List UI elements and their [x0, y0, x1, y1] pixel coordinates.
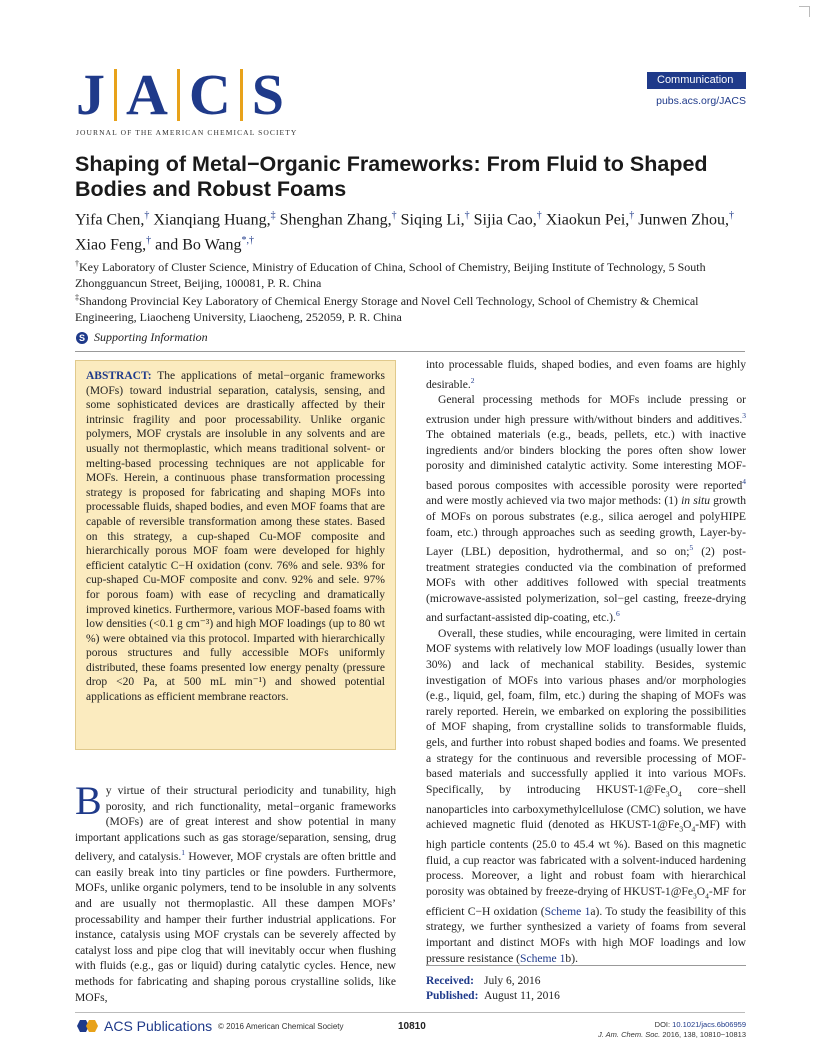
- author-mark: ‡: [270, 210, 276, 221]
- scheme-link[interactable]: Scheme 1: [520, 951, 566, 965]
- body-text: (2) post-treatment strategies conducted via the combination of preformed MOFs with other additives followed with special treatments (microwave-assisted polymerization, sol−gel casting, freeze-drying and surfactant-assisted dip-coating, etc.).: [426, 544, 746, 625]
- body-text: b).: [565, 951, 578, 965]
- author-list: [75, 205, 755, 256]
- citation-journal: J. Am. Chem. Soc.: [598, 1030, 661, 1039]
- publisher-name: ACS Publications: [104, 1018, 213, 1034]
- abstract-label: ABSTRACT:: [86, 370, 152, 382]
- body-text: The obtained materials (e.g., beads, pellets, etc.) with inactive ingredients and/or binders blocking the pores often show lower porosity and diminished catalytic activity. Some interesting MOF-based porous composites with accessible porosity were reported: [426, 428, 746, 492]
- author-mark: †: [728, 210, 734, 221]
- article-title: Shaping of Metal−Organic Frameworks: From Fluid to Shaped Bodies and Robust Foams: [75, 152, 708, 201]
- scheme-link[interactable]: Scheme 1: [544, 904, 591, 918]
- affiliation-mark: ‡: [75, 293, 79, 302]
- author-mark: †: [144, 210, 150, 221]
- body-text: However, MOF crystals are often brittle and can easily break into tiny particles or fine powders. Furthermore, MOFs, unlike organic polymers, tend to be insoluble in any solvents and are usually not thermoplastic. All these dampen MOFs’ processability and hamper their further industrial applications. For instance, catalysis using MOF crystals can be severely affected by catalyst loss and pipe clog that will inevitably occur when flushing with fluids (e.g., gas or liquid) during catalytic cycles. Hence, new methods for fabricating and shaping porous crystalline solids, like MOFs,: [75, 850, 396, 1004]
- article-dates: [426, 974, 560, 1004]
- drop-cap: B: [75, 778, 102, 823]
- affiliation-text: Shandong Provincial Key Laboratory of Chemical Energy Storage and Novel Cell Technology, School of Chemistry & Chemical Engineering, Liaocheng University, Liaocheng, 252059, P. R. China: [75, 294, 699, 324]
- received-label: Received:: [426, 975, 474, 987]
- body-text: y virtue of their structural periodicity and tunability, high porosity, and rich functionality, metal−organic frameworks (MOFs) are of great interest and show potential in many important applications such as gas storage/separation, sensing, drug delivery, and catalysis.: [75, 784, 396, 864]
- doi-label: DOI:: [654, 1020, 673, 1029]
- subscript: 3: [665, 789, 670, 799]
- journal-url-link[interactable]: pubs.acs.org/JACS: [656, 95, 746, 107]
- section-badge: Communication: [647, 72, 746, 89]
- body-text: -MF for efficient C−H oxidation (: [426, 884, 746, 918]
- logo-divider: [177, 69, 180, 121]
- logo-letter: J: [76, 62, 105, 127]
- subscript: 4: [677, 789, 682, 799]
- acs-hexagon-icon: [76, 1018, 100, 1034]
- reference-link[interactable]: 5: [689, 543, 694, 553]
- body-text: General processing methods for MOFs include pressing or extrusion under high pressure with/without binders and additives.: [426, 393, 746, 426]
- author-mark: †: [629, 210, 635, 221]
- abstract-text: The applications of metal−organic frameworks (MOFs) toward industrial separation, catalysis, sensing, and some sophisticated devices are drastically affected by their intrinsic fragility and poor processability. Unlike organic polymers, MOF crystals are insoluble in any solvents and are usually not thermoplastic, which means traditional solvent- or melting-based processing techniques are not applicable for MOFs. Herein, a continuous phase transformation processing strategy is proposed for fabricating and shaping MOFs into processable fluids, shaped bodies, and even MOF foams that are capable of reversible transformation among these states. Based on this strategy, a cup-shaped Cu-MOF composite and hierarchically porous MOF foam were developed for highly efficient catalytic C−H oxidation (conv. 76% and sele. 93% for cup-shaped Cu-MOF composite and conv. 92% and sele. 97% for porous foam) with ease of recycling and dramatically improved kinetics. Furthermore, various MOF-based foams with low densities (<0.1 g cm⁻³) and high MOF loadings (up to 80 wt %) were obtained via this protocol. Imparted with hierarchically porous structures and fully accessible MOFs uniformly distributed, these foams presented low energy penalty (pressure drop <20 Pa, at 500 mL min⁻¹) and showed potential applications as efficient membrane reactors.: [86, 370, 385, 704]
- body-right-column: into processable fluids, shaped bodies, and even foams are highly desirable.$^2$ General processing methods for MOFs include pressing or extrusion under high pressure with/without binders and additives.$^3$ The obtained materials (e.g., beads, pellets, etc.) with inactive ingredients and/or binders blocking the pores often show lower porosity and diminished catalytic activity. Some interesting MOF-based porous composites with accessible porosity were reported$^4$ and were mostly achieved via two major methods: (1) in situ growth of MOFs on porous substrates (e.g., silica aerogel and polyHIPE foam, etc.) through approaches such as seeding growth, Layer-by-Layer (LBL) deposition, hydrothermal, and so on;$^5$ (2) post-treatment strategies conducted via the combination of preformed MOFs with other additives followed with special treatments (microwave-assisted polymerization, sol−gel casting, freeze-drying and surfactant-assisted dip-coating, etc.).$^6$ Overall, these studies, while encouraging, were limited in certain MOF systems with relatively low MOF loadings (usually lower than 30%) and lack of mechanical stability. Besides, systemic investigation of MOFs into various phases and/or morphologies (e.g., liquid, gel, foam, film, etc.) during the shaping of MOFs was rarely reported. Herein, we embarked on exploring the possibilities of MOF shaping, from crystalline solids to transformable fluids, gels, and further into robust shaped bodies and foams. We presented a strategy for the continuous and reversible processing of MOF-based materials and successfully applied it into various MOFs. Specifically, by introducing HKUST-$1@Fe_3O_4$ core−shell nanoparticles into carboxymethylcellulose (CMC) solution, we have achieved magnetic fluid (denoted as HKUST-$1@Fe_3O_4-MF$) with high particle contents (25.0 to 45.4 wt %). Based on this magnetic fluid, a cup reactor was fabricated with a solvent-induced hardening process. Moreover, a light and robust foam with hierarchical porosity was obtained by freeze-drying of HKUST-$1@Fe_3O_4-MF$ for efficient C−H oxidation (Scheme 1a). To study the feasibility of this strategy, we further synthesized a variety of foams from several important and distinct MOFs with high MOF loadings and low pressure resistance (Scheme 1b).: [426, 358, 747, 965]
- doi-block: [598, 1020, 746, 1040]
- affiliation-mark: †: [75, 259, 79, 268]
- author-name[interactable]: and Bo Wang: [155, 236, 242, 254]
- body-text: -MF) with high particle contents (25.0 to 45.4 wt %). Based on this magnetic fluid, a cup reactor was fabricated with a solvent-induced hardening process. Moreover, a light and robust foam with hierarchical porosity was obtained by freeze-drying of HKUST-1@Fe: [426, 818, 746, 898]
- affiliation-text: Key Laboratory of Cluster Science, Ministry of Education of China, School of Chemistry, Beijing Institute of Technology, 5 South Zhongguancun Street, Beijing, 100081, P. R. China: [75, 260, 706, 290]
- supporting-info-icon: S: [76, 332, 88, 344]
- citation-details: 2016, 138, 10810−10813: [660, 1030, 746, 1039]
- logo-divider: [240, 69, 243, 121]
- body-italic: in situ: [681, 494, 710, 508]
- author-mark: †: [391, 210, 397, 221]
- logo-divider: [114, 69, 117, 121]
- supporting-information-link[interactable]: [76, 330, 208, 345]
- header-rule: [75, 351, 745, 352]
- body-text: and were mostly achieved via two major methods: (1): [426, 494, 682, 508]
- body-text: a). To study the feasibility of this strategy, we further synthesized a variety of foams from several important and distinct MOFs with high MOF loadings and low pressure resistance (: [426, 904, 747, 965]
- acs-publications-logo: [76, 1018, 212, 1034]
- author-name[interactable]: Sijia Cao,: [473, 211, 537, 229]
- copyright: © 2016 American Chemical Society: [218, 1022, 344, 1031]
- body-text: core−shell nanoparticles into carboxymethylcellulose (CMC) solution, we have achieved magnetic fluid (denoted as HKUST-1@Fe: [426, 782, 746, 832]
- received-date: July 6, 2016: [484, 975, 541, 987]
- published-date: August 11, 2016: [484, 990, 560, 1002]
- author-name[interactable]: Xianqiang Huang,: [153, 211, 271, 229]
- reference-link[interactable]: 3: [742, 410, 746, 420]
- body-text: Overall, these studies, while encouraging, were limited in certain MOF systems with relatively low MOF loadings (usually lower than 30%) and lack of mechanical stability. Besides, systemic investigation of MOFs into various phases and/or morphologies (e.g., liquid, gel, foam, film, etc.) during the shaping of MOFs was rarely reported. Herein, we embarked on exploring the possibilities of MOF shaping, from crystalline solids to transformable fluids, gels, and further into robust shaped bodies and foams. We presented a strategy for the continuous and reversible processing of MOF-based materials and successfully applied it into various MOFs. Specifically, by introducing HKUST-1@Fe: [426, 626, 746, 796]
- jacs-logo: [76, 64, 326, 138]
- body-text: into processable fluids, shaped bodies, and even foams are highly desirable.: [426, 358, 746, 391]
- affiliation-1: [75, 256, 755, 291]
- abstract-box: [75, 360, 396, 750]
- published-label: Published:: [426, 990, 479, 1002]
- author-name[interactable]: Junwen Zhou,: [638, 211, 729, 229]
- doi-link[interactable]: 10.1021/jacs.6b06959: [672, 1020, 746, 1029]
- subscript: 3: [693, 891, 697, 901]
- reference-link[interactable]: 4: [742, 476, 746, 486]
- reference-link[interactable]: 1: [181, 848, 186, 858]
- page-corner-mark: [799, 6, 810, 17]
- page-number: 10810: [398, 1021, 426, 1032]
- reference-link[interactable]: 2: [470, 375, 475, 385]
- author-mark: †: [146, 235, 152, 247]
- logo-letter: S: [251, 62, 285, 127]
- author-name[interactable]: Shenghan Zhang,: [279, 211, 392, 229]
- subscript: 3: [679, 824, 684, 834]
- author-name[interactable]: Xiao Feng,: [75, 236, 147, 254]
- logo-letter: A: [126, 62, 168, 127]
- logo-letter: C: [188, 62, 231, 127]
- subscript: 4: [705, 891, 709, 901]
- author-mark: †: [464, 210, 470, 221]
- body-text: growth of MOFs on porous substrates (e.g., silica aerogel and polyHIPE foam, etc.) through approaches such as seeding growth, Layer-by-Layer (LBL) deposition, hydrothermal, and so on;: [426, 494, 747, 558]
- body-left-column: [75, 778, 396, 1005]
- affiliation-2: [75, 290, 755, 325]
- logo-subtitle: JOURNAL OF THE AMERICAN CHEMICAL SOCIETY: [76, 128, 298, 137]
- subscript: 4: [691, 824, 696, 834]
- author-name[interactable]: Siqing Li,: [400, 211, 465, 229]
- author-name[interactable]: Yifa Chen,: [75, 211, 145, 229]
- footer-rule: [75, 1012, 745, 1013]
- dates-rule: [426, 965, 746, 966]
- author-mark: *,†: [241, 235, 255, 247]
- reference-link[interactable]: 6: [615, 609, 620, 619]
- supporting-info-label: Supporting Information: [94, 330, 208, 344]
- author-mark: †: [536, 210, 542, 221]
- author-name[interactable]: Xiaokun Pei,: [545, 211, 630, 229]
